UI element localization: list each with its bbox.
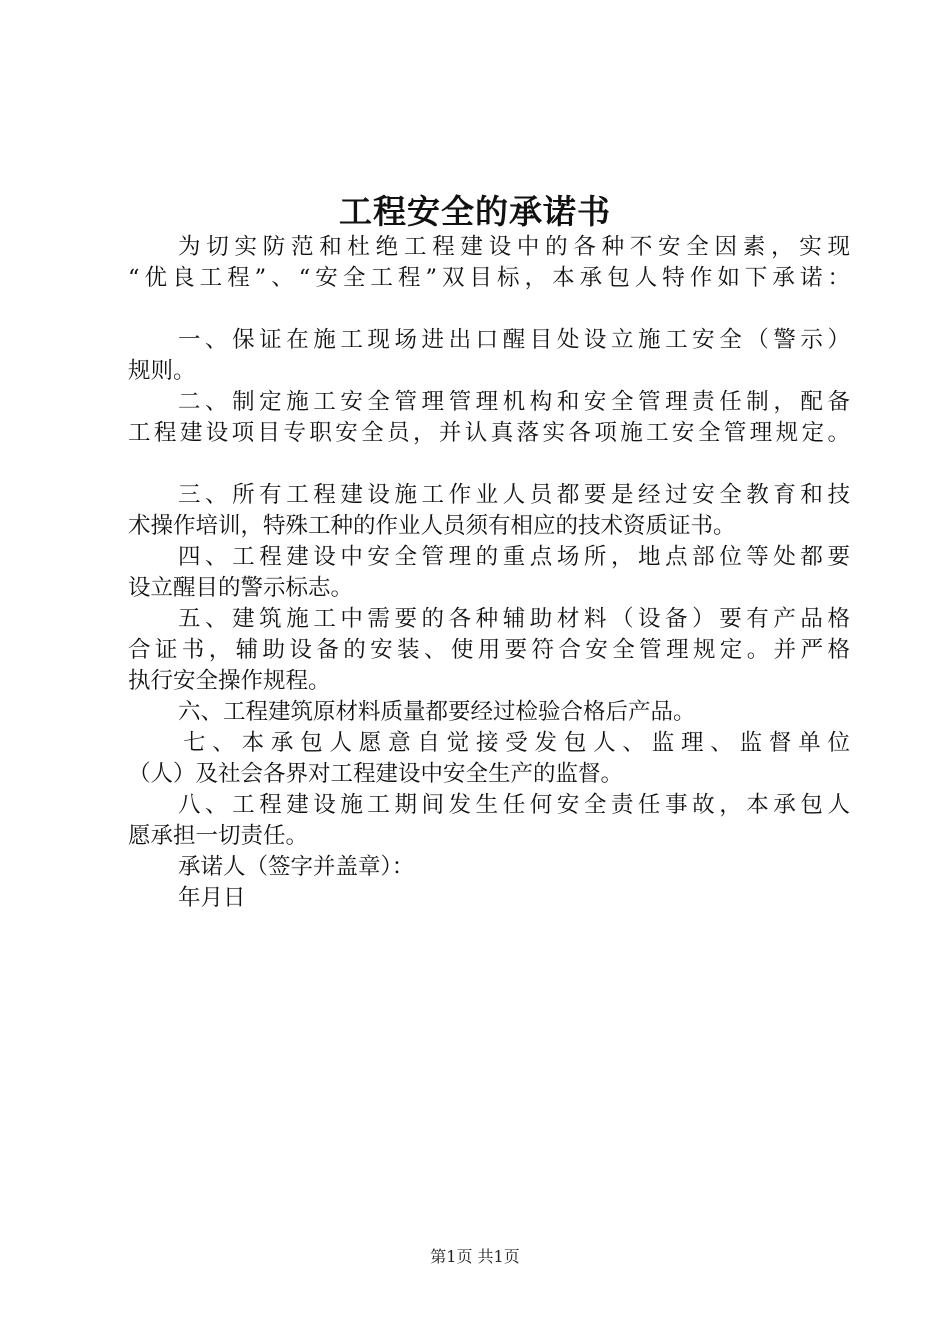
signature-label: 承诺人（签字并盖章）： [178,854,415,880]
page-footer: 第1页 共1页 [430,1247,520,1266]
item-7-line-2: （人）及社会各界对工程建设中安全生产的监督。 [128,761,624,787]
item-6-line-1: 六、工程建筑原材料质量都要经过检验合格后产品。 [178,699,696,725]
item-2-line-2: 工程建设项目专职安全员，并认真落实各项施工安全管理规定。 [128,420,850,446]
item-4-line-1: 四、工程建设中安全管理的重点场所，地点部位等处都要 [178,544,850,570]
item-5-line-2: 合证书，辅助设备的安装、使用要符合安全管理规定。并严格 [128,637,850,663]
item-7-line-1: 七、本承包人愿意自觉接受发包人、监理、监督单位 [183,730,850,756]
intro-line-2: “优良工程”、“安全工程”双目标，本承包人特作如下承诺： [128,265,850,291]
document-body [128,232,850,914]
intro-line-1: 为切实防范和杜绝工程建设中的各种不安全因素，实现 [178,234,850,260]
item-5-line-3: 执行安全操作规程。 [128,668,331,694]
item-1-line-2: 规则。 [128,358,196,384]
item-8-line-2: 愿承担一切责任。 [128,823,309,849]
item-8-line-1: 八、工程建设施工期间发生任何安全责任事故，本承包人 [178,792,850,818]
document-title: 工程安全的承诺书 [339,192,611,231]
item-4-line-2: 设立醒目的警示标志。 [128,575,354,601]
item-3-line-1: 三、所有工程建设施工作业人员都要是经过安全教育和技 [178,482,850,508]
item-1-line-1: 一、保证在施工现场进出口醒目处设立施工安全（警示） [178,327,850,353]
signature-date: 年月日 [178,885,246,911]
item-3-line-2: 术操作培训，特殊工种的作业人员须有相应的技术资质证书。 [128,513,736,539]
item-5-line-1: 五、建筑施工中需要的各种辅助材料（设备）要有产品格 [178,606,850,632]
item-2-line-1: 二、制定施工安全管理管理机构和安全管理责任制，配备 [178,389,850,415]
